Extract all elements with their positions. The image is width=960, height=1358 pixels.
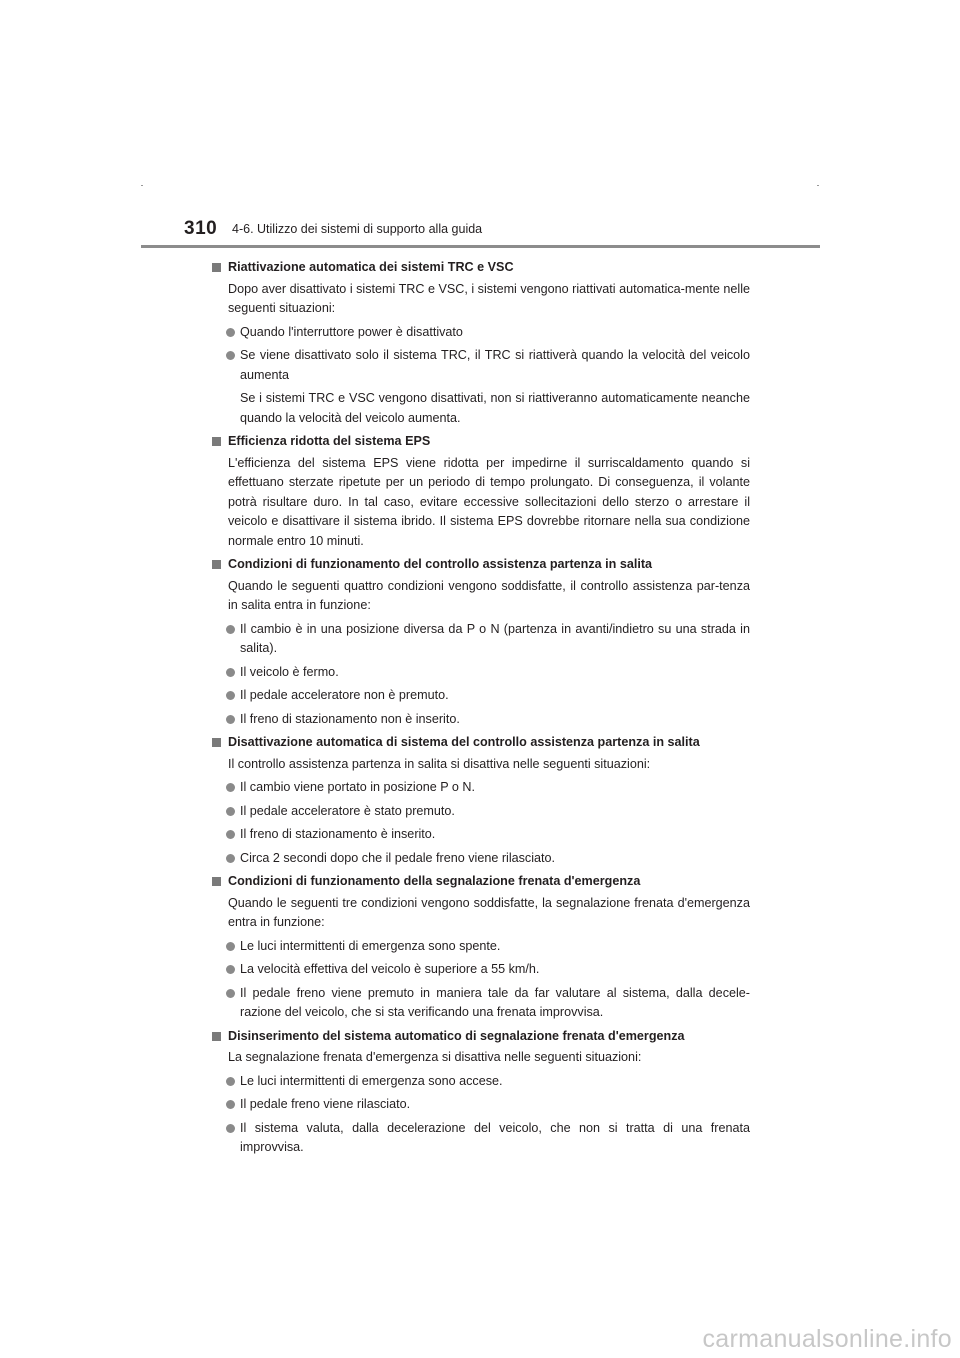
list-item: Il freno di stazionamento è inserito. [212, 825, 750, 845]
section-heading: Efficienza ridotta del sistema EPS [212, 432, 750, 452]
watermark: carmanualsonline.info [702, 1325, 952, 1353]
square-bullet-icon [212, 877, 221, 886]
circle-bullet-icon [226, 328, 235, 337]
square-bullet-icon [212, 437, 221, 446]
circle-bullet-icon [226, 1124, 235, 1133]
list-item: Le luci intermittenti di emergenza sono spente. [212, 937, 750, 957]
section-note: Se i sistemi TRC e VSC vengono disattivati, non si riattiveranno automaticamente neanche quando la velocità del veicolo aumenta. [240, 391, 750, 425]
square-bullet-icon [212, 263, 221, 272]
list-item: Il cambio è in una posizione diversa da P o N (partenza in avanti/indietro su una strada in salita). [212, 620, 750, 659]
list-item: Quando l'interruttore power è disattivato [212, 323, 750, 343]
list-item: Le luci intermittenti di emergenza sono accese. [212, 1072, 750, 1092]
square-bullet-icon [212, 1032, 221, 1041]
circle-bullet-icon [226, 351, 235, 360]
crop-mark-left [141, 185, 143, 186]
circle-bullet-icon [226, 807, 235, 816]
section-heading: Disattivazione automatica di sistema del controllo assistenza partenza in salita [212, 733, 750, 753]
section-paragraph: Quando le seguenti tre condizioni vengono soddisfatte, la segnalazione frenata d'emergenza entra in funzione: [228, 895, 750, 929]
section-paragraph: Quando le seguenti quattro condizioni vengono soddisfatte, il controllo assistenza par-tenza in salita entra in funzione: [228, 578, 750, 612]
section-heading: Disinserimento del sistema automatico di segnalazione frenata d'emergenza [212, 1027, 750, 1047]
list-item: Il pedale acceleratore non è premuto. [212, 686, 750, 706]
crop-mark-right [817, 185, 819, 186]
circle-bullet-icon [226, 1077, 235, 1086]
list-item: La velocità effettiva del veicolo è superiore a 55 km/h. [212, 960, 750, 980]
circle-bullet-icon [226, 942, 235, 951]
section-paragraph: Dopo aver disattivato i sistemi TRC e VSC, i sistemi vengono riattivati automatica-mente nelle seguenti situazioni: [228, 281, 750, 315]
circle-bullet-icon [226, 783, 235, 792]
square-bullet-icon [212, 738, 221, 747]
section-heading: Riattivazione automatica dei sistemi TRC e VSC [212, 258, 750, 278]
list-item: Il sistema valuta, dalla decelerazione del veicolo, che non si tratta di una frenata improvvisa. [212, 1119, 750, 1158]
circle-bullet-icon [226, 1100, 235, 1109]
header-rule [141, 245, 820, 248]
circle-bullet-icon [226, 830, 235, 839]
square-bullet-icon [212, 560, 221, 569]
list-item: Il freno di stazionamento non è inserito. [212, 710, 750, 730]
chapter-title: 4-6. Utilizzo dei sistemi di supporto alla guida [232, 222, 483, 236]
list-item: Se viene disattivato solo il sistema TRC, il TRC si riattiverà quando la velocità del veicolo aumenta [212, 346, 750, 385]
section-paragraph: La segnalazione frenata d'emergenza si disattiva nelle seguenti situazioni: [228, 1050, 642, 1064]
list-item: Il veicolo è fermo. [212, 663, 750, 683]
circle-bullet-icon [226, 989, 235, 998]
circle-bullet-icon [226, 625, 235, 634]
section-heading: Condizioni di funzionamento del controllo assistenza partenza in salita [212, 555, 750, 575]
circle-bullet-icon [226, 668, 235, 677]
section-paragraph: L'efficienza del sistema EPS viene ridotta per impedirne il surriscaldamento quando si effettuano sterzate ripetute per un periodo di tempo prolungato. Di conseguenza, il volante potrà risultare duro. In tal caso, evitare eccessive sollecitazioni dello sterzo o arrestare il veicolo e disattivare il sistema ibrido. Il sistema EPS dovrebbe ritornare nella sua condizione normale entro 10 minuti. [228, 455, 750, 548]
list-item: Il cambio viene portato in posizione P o N. [212, 778, 750, 798]
section-paragraph: Il controllo assistenza partenza in salita si disattiva nelle seguenti situazioni: [228, 756, 651, 771]
list-item: Circa 2 secondi dopo che il pedale freno viene rilasciato. [212, 849, 750, 869]
page-content [212, 254, 750, 1158]
circle-bullet-icon [226, 965, 235, 974]
circle-bullet-icon [226, 715, 235, 724]
list-item: Il pedale freno viene premuto in maniera tale da far valutare al sistema, dalla decele-razione del veicolo, che si sta verificando una frenata improvvisa. [212, 984, 750, 1023]
list-item: Il pedale acceleratore è stato premuto. [212, 802, 750, 822]
page-header [184, 218, 820, 248]
circle-bullet-icon [226, 691, 235, 700]
circle-bullet-icon [226, 854, 235, 863]
page-number: 310 [184, 218, 218, 239]
list-item: Il pedale freno viene rilasciato. [212, 1095, 750, 1115]
section-heading: Condizioni di funzionamento della segnalazione frenata d'emergenza [212, 872, 750, 892]
